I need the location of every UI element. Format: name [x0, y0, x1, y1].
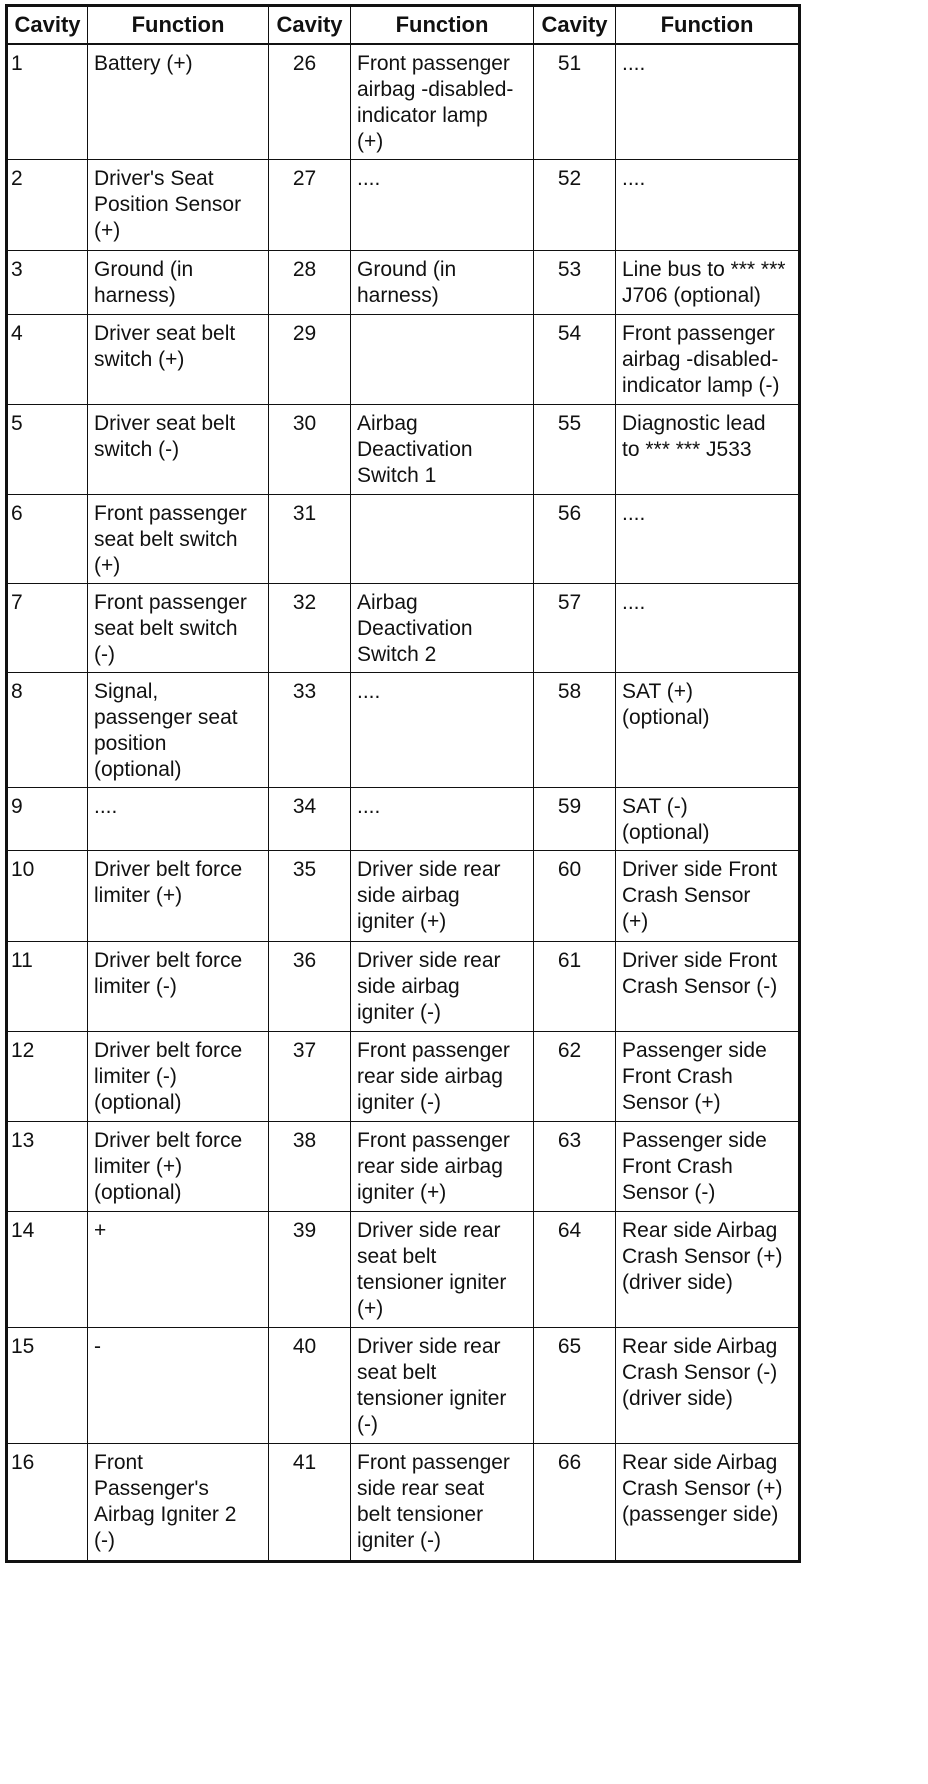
- cavity-cell: 41: [269, 1444, 351, 1562]
- cavity-cell: 16: [7, 1444, 88, 1562]
- table-row: [7, 160, 800, 251]
- cavity-cell: 2: [7, 160, 88, 251]
- function-cell: Front passenger side rear seat belt tensioner igniter (-): [351, 1444, 534, 1562]
- function-cell: Diagnostic lead to *** *** J533: [616, 405, 800, 495]
- function-cell: Line bus to *** *** J706 (optional): [616, 251, 800, 315]
- cavity-cell: 28: [269, 251, 351, 315]
- function-cell: Rear side Airbag Crash Sensor (+) (passenger side): [616, 1444, 800, 1562]
- function-cell: Driver seat belt switch (+): [88, 315, 269, 405]
- table-row: [7, 315, 800, 405]
- table-row: [7, 851, 800, 942]
- function-cell: Driver side rear side airbag igniter (-): [351, 942, 534, 1032]
- document-page: [5, 4, 801, 1563]
- cavity-cell: 31: [269, 495, 351, 584]
- table-row: [7, 942, 800, 1032]
- function-cell: Front passenger seat belt switch (+): [88, 495, 269, 584]
- cavity-cell: 12: [7, 1032, 88, 1122]
- table-row: [7, 1444, 800, 1562]
- function-cell: ....: [616, 584, 800, 673]
- cavity-cell: 55: [534, 405, 616, 495]
- function-cell: [351, 495, 534, 584]
- function-cell: Front passenger seat belt switch (-): [88, 584, 269, 673]
- cavity-cell: 33: [269, 673, 351, 788]
- cavity-cell: 4: [7, 315, 88, 405]
- function-cell: Rear side Airbag Crash Sensor (+) (driver side): [616, 1212, 800, 1328]
- cavity-cell: 1: [7, 44, 88, 160]
- function-cell: Driver belt force limiter (+) (optional): [88, 1122, 269, 1212]
- cavity-cell: 59: [534, 788, 616, 851]
- cavity-cell: 57: [534, 584, 616, 673]
- cavity-cell: 29: [269, 315, 351, 405]
- function-cell: Front Passenger's Airbag Igniter 2 (-): [88, 1444, 269, 1562]
- cavity-cell: 65: [534, 1328, 616, 1444]
- connector-pinout-table: [5, 4, 801, 1563]
- table-row: [7, 405, 800, 495]
- cavity-cell: 60: [534, 851, 616, 942]
- cavity-cell: 5: [7, 405, 88, 495]
- cavity-cell: 54: [534, 315, 616, 405]
- cavity-cell: 37: [269, 1032, 351, 1122]
- table-row: [7, 1212, 800, 1328]
- function-cell: -: [88, 1328, 269, 1444]
- function-cell: Driver side Front Crash Sensor (+): [616, 851, 800, 942]
- function-cell: Rear side Airbag Crash Sensor (-) (driver side): [616, 1328, 800, 1444]
- function-cell: SAT (-) (optional): [616, 788, 800, 851]
- table-row: [7, 1328, 800, 1444]
- cavity-cell: 61: [534, 942, 616, 1032]
- table-row: [7, 584, 800, 673]
- header-function-3: Function: [616, 6, 800, 45]
- cavity-cell: 6: [7, 495, 88, 584]
- table-row: [7, 251, 800, 315]
- cavity-cell: 7: [7, 584, 88, 673]
- cavity-cell: 56: [534, 495, 616, 584]
- cavity-cell: 14: [7, 1212, 88, 1328]
- function-cell: Driver seat belt switch (-): [88, 405, 269, 495]
- function-cell: ....: [616, 160, 800, 251]
- function-cell: ....: [351, 673, 534, 788]
- header-cavity-3: Cavity: [534, 6, 616, 45]
- function-cell: Driver's Seat Position Sensor (+): [88, 160, 269, 251]
- function-cell: SAT (+) (optional): [616, 673, 800, 788]
- function-cell: Driver belt force limiter (-): [88, 942, 269, 1032]
- cavity-cell: 64: [534, 1212, 616, 1328]
- function-cell: ....: [351, 160, 534, 251]
- cavity-cell: 36: [269, 942, 351, 1032]
- function-cell: Airbag Deactivation Switch 2: [351, 584, 534, 673]
- cavity-cell: 34: [269, 788, 351, 851]
- function-cell: Front passenger airbag -disabled- indicator lamp (+): [351, 44, 534, 160]
- cavity-cell: 35: [269, 851, 351, 942]
- cavity-cell: 39: [269, 1212, 351, 1328]
- function-cell: Passenger side Front Crash Sensor (+): [616, 1032, 800, 1122]
- cavity-cell: 51: [534, 44, 616, 160]
- cavity-cell: 40: [269, 1328, 351, 1444]
- function-cell: Front passenger rear side airbag igniter (+): [351, 1122, 534, 1212]
- header-cavity-1: Cavity: [7, 6, 88, 45]
- cavity-cell: 30: [269, 405, 351, 495]
- function-cell: Front passenger rear side airbag igniter (-): [351, 1032, 534, 1122]
- cavity-cell: 10: [7, 851, 88, 942]
- cavity-cell: 62: [534, 1032, 616, 1122]
- function-cell: Battery (+): [88, 44, 269, 160]
- table-row: [7, 1122, 800, 1212]
- table-row: [7, 44, 800, 160]
- cavity-cell: 3: [7, 251, 88, 315]
- cavity-cell: 58: [534, 673, 616, 788]
- cavity-cell: 27: [269, 160, 351, 251]
- function-cell: ....: [88, 788, 269, 851]
- function-cell: Driver side rear seat belt tensioner igniter (+): [351, 1212, 534, 1328]
- header-function-1: Function: [88, 6, 269, 45]
- function-cell: Ground (in harness): [351, 251, 534, 315]
- function-cell: Front passenger airbag -disabled- indicator lamp (-): [616, 315, 800, 405]
- function-cell: Driver side rear seat belt tensioner igniter (-): [351, 1328, 534, 1444]
- cavity-cell: 9: [7, 788, 88, 851]
- table-body: [7, 44, 800, 1562]
- header-row: [7, 6, 800, 45]
- function-cell: [351, 315, 534, 405]
- function-cell: Driver side rear side airbag igniter (+): [351, 851, 534, 942]
- table-header: [7, 6, 800, 45]
- function-cell: ....: [616, 44, 800, 160]
- cavity-cell: 32: [269, 584, 351, 673]
- function-cell: Ground (in harness): [88, 251, 269, 315]
- cavity-cell: 66: [534, 1444, 616, 1562]
- cavity-cell: 52: [534, 160, 616, 251]
- function-cell: ....: [351, 788, 534, 851]
- function-cell: Driver side Front Crash Sensor (-): [616, 942, 800, 1032]
- cavity-cell: 53: [534, 251, 616, 315]
- cavity-cell: 26: [269, 44, 351, 160]
- table-row: [7, 1032, 800, 1122]
- cavity-cell: 15: [7, 1328, 88, 1444]
- cavity-cell: 13: [7, 1122, 88, 1212]
- cavity-cell: 63: [534, 1122, 616, 1212]
- header-cavity-2: Cavity: [269, 6, 351, 45]
- cavity-cell: 38: [269, 1122, 351, 1212]
- function-cell: Passenger side Front Crash Sensor (-): [616, 1122, 800, 1212]
- table-row: [7, 495, 800, 584]
- table-row: [7, 788, 800, 851]
- header-function-2: Function: [351, 6, 534, 45]
- function-cell: Driver belt force limiter (+): [88, 851, 269, 942]
- function-cell: ....: [616, 495, 800, 584]
- function-cell: +: [88, 1212, 269, 1328]
- function-cell: Driver belt force limiter (-) (optional): [88, 1032, 269, 1122]
- function-cell: Signal, passenger seat position (optional): [88, 673, 269, 788]
- cavity-cell: 11: [7, 942, 88, 1032]
- cavity-cell: 8: [7, 673, 88, 788]
- table-row: [7, 673, 800, 788]
- function-cell: Airbag Deactivation Switch 1: [351, 405, 534, 495]
